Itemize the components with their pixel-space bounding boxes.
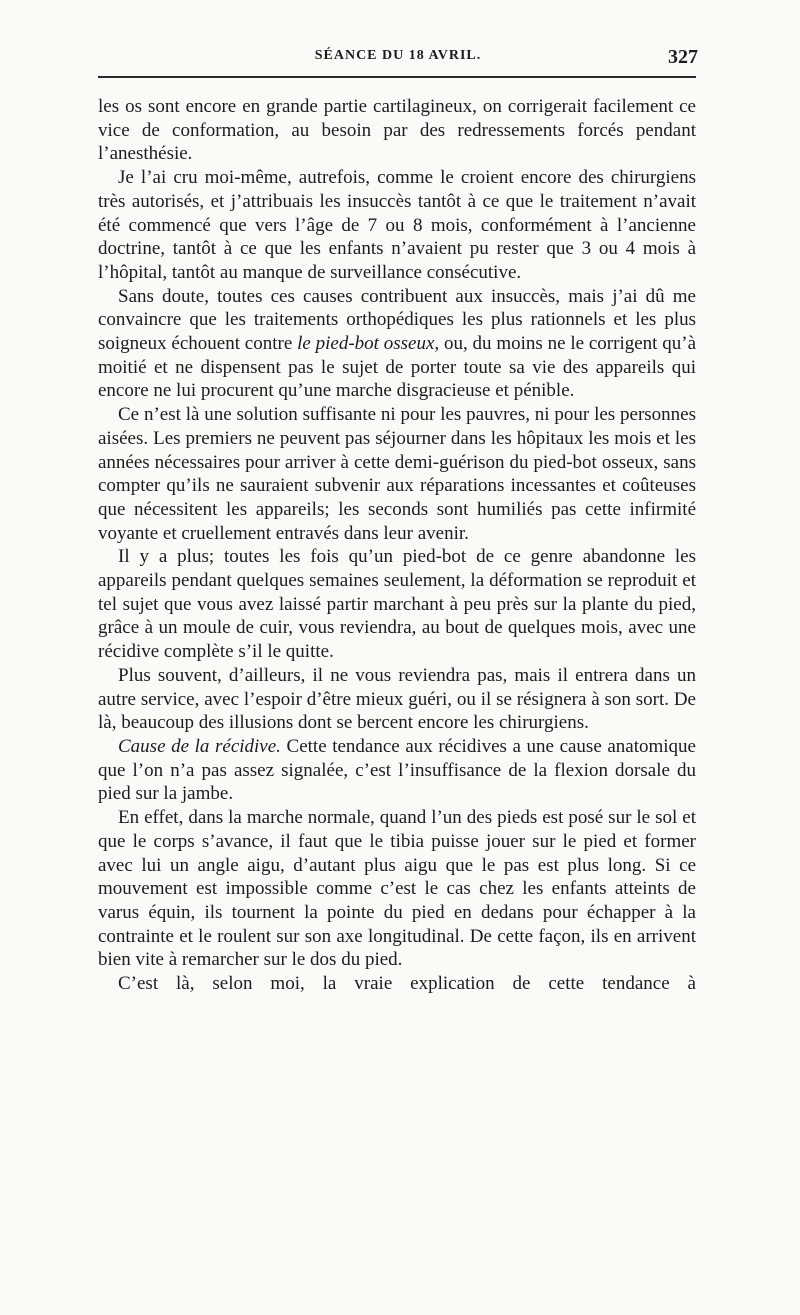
header-rule <box>98 76 696 78</box>
paragraph <box>98 735 696 806</box>
paragraph-text: Sans doute, toutes ces causes contribuent aux insuccès, mais j’ai dû me convaincre que les traitements orthopédiques les plus rationnels et les plus soigneux échouent contre <box>98 285 696 355</box>
paragraph: En effet, dans la marche normale, quand l’un des pieds est posé sur le sol et que le corps s’avance, il faut que le tibia puisse jouer sur le pied et former avec lui un angle aigu, d’autant plus aigu que le pas est plus long. Si ce mouvement est impossible comme c’est le cas chez les enfants atteints de varus équin, ils tournent la pointe du pied en dedans pour échapper à la contrainte et le roulent sur son axe longitudinal. De cette façon, ils en arrivent bien vite à remarcher sur le dos du pied. <box>98 807 696 971</box>
paragraph: Plus souvent, d’ailleurs, il ne vous reviendra pas, mais il entrera dans un autre service, avec l’espoir d’être mieux guéri, ou il se résignera à son sort. De là, beaucoup des illusions dont se bercent encore les chirurgiens. <box>98 664 696 734</box>
paragraph-text: , ou, du moins ne le corrigent qu’à moitié et ne dispensent pas le sujet de porter toute sa vie des appareils qui encore ne lui procurent qu’une marche disgracieuse et pénible. <box>98 333 697 402</box>
paragraph <box>98 285 696 404</box>
paragraph: C’est là, selon moi, la vraie explication de cette tendance à <box>118 973 696 995</box>
section-heading-inline: Cause de la récidive. <box>118 735 281 757</box>
body-text <box>98 95 696 996</box>
page-number: 327 <box>668 46 698 68</box>
paragraph: Ce n’est là une solution suffisante ni pour les pauvres, ni pour les personnes aisées. Les premiers ne peuvent pas séjourner dans les hôpitaux les mois et les années nécessaires pour arriver à cette demi-guérison du pied-bot osseux, sans compter qu’ils ne sauraient subvenir aux réparations incessantes et coûteuses que nécessitent les appareils; les seconds sont humiliés pas cette infirmité voyante et cruellement entravés dans leur avenir. <box>98 404 696 544</box>
emphasis: le pied-bot osseux <box>297 333 435 355</box>
paragraph: Il y a plus; toutes les fois qu’un pied-bot de ce genre abandonne les appareils pendant quelques semaines seulement, la déformation se reproduit et tel sujet que vous avez laissé partir marchant à peu près sur la plante du pied, grâce à un moule de cuir, vous reviendra, au bout de quelques mois, avec une récidive complète s’il le quitte. <box>98 546 696 663</box>
paragraph: les os sont encore en grande partie cartilagineux, on corrigerait facilement ce vice de conformation, au besoin par des redressements forcés pendant l’anesthésie. <box>98 96 696 165</box>
running-title: SÉANCE DU 18 AVRIL. <box>314 48 482 63</box>
running-header <box>98 42 698 72</box>
paragraph: Je l’ai cru moi-même, autrefois, comme le croient encore des chirurgiens très autorisés, et j’attribuais les insuccès tantôt à ce que le traitement n’avait été commencé que vers l’âge de 7 ou 8 mois, conformément à l’ancienne doctrine, tantôt à ce que les enfants n’avaient pu rester que 3 ou 4 mois à l’hôpital, tantôt au manque de surveillance consécutive. <box>98 167 696 283</box>
paragraph-text: Cette tendance aux récidives a une cause anatomique que l’on n’a pas assez signalée, c’est l’insuffisance de la flexion dorsale du pied sur la jambe. <box>98 735 696 805</box>
